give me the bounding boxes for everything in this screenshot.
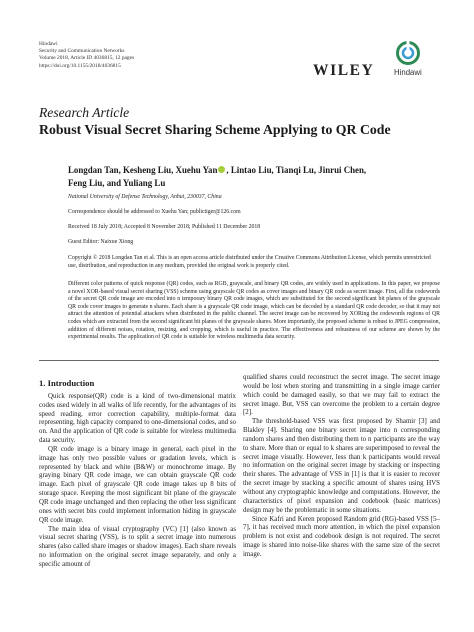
left-paragraph: The main idea of visual cryptography (VC) [1] (also known as visual secret sharing (VSS), is to split a secret image into numerous shares (also called share images or shadow images). Each share reveals no information on the original secret image separately, and only a specific amount of (39, 525, 236, 568)
divider (39, 360, 439, 361)
hindawi-name: Hindawi (394, 68, 422, 77)
hindawi-logo-icon (396, 41, 420, 65)
section-heading: 1. Introduction (39, 378, 95, 388)
authors-part3: Feng Liu, and Yuliang Lu (68, 177, 166, 188)
correspondence: Correspondence should be addressed to Xuehu Yan; publictiger@126.com (68, 209, 241, 215)
right-paragraph: The threshold-based VSS was first proposed by Shamir [3] and Blakley [4]. Sharing one binary secret image into n corresponding random shares and then distributing them to n participants are the way to share. More than or equal to k shares are superimposed to reveal the secret image visually. However, less than k participants would reveal no information on the original secret image by stacking or inspecting their shares. The advantage of VSS in [1] is that it is easier to recover the secret image by stacking a specific amount of shares using HVS without any cryptographic knowledge and computations. However, the characteristics of pixel expansion and codebook (basic matrices) design may be the problematic in some situations. (243, 418, 440, 514)
authors-part1: Longdan Tan, Kesheng Liu, Xuehu Yan (68, 165, 218, 175)
copyright: Copyright © 2018 Longdan Tan et al. This is an open access article distributed under the Creative Commons Attribution License, which permits unrestricted use, distribution, and reproduction in any medium, provided the original work is properly cited. (68, 255, 431, 269)
authors (68, 164, 448, 189)
affiliation: National University of Defense Technology, Anhui, 230037, China (68, 194, 222, 200)
guest-editor: Guest Editor: Naixue Xiong (68, 239, 134, 245)
dates: Received 18 July 2018; Accepted 8 November 2018; Published 11 December 2018 (68, 224, 261, 230)
abstract: Different color patterns of quick response (QR) codes, such as RGB, grayscale, and binary QR codes, are widely used in applications. In this paper, we propose a novel XOR-based visual secret sharing (VSS) scheme using grayscale QR codes as cover images and binary QR code as secret image. First, all the codewords of the secret QR code image are encoded into n temporary binary QR code images, which are substituted for the second significant bit planes of the grayscale QR code cover images to generate n shares. Each share is a grayscale QR code image, which can be decoded by a standard QR code decoder, so that it may not attract the attention of potential attackers when distributed in the public channel. The secret image can be recovered by XORing the codewords regions of QR codes which are extracted from the second significant bit planes of the grayscale shares. More importantly, the proposed scheme is robust to JPEG compression, addition of different noises, rotation, resizing, and cropping, which is useful in practice. The effectiveness and robustness of our scheme are shown by the experimental results. The application of QR code is suitable for wireless multimedia data security. (68, 281, 440, 341)
article-type: Research Article (39, 105, 130, 120)
orcid-icon[interactable] (218, 166, 225, 173)
journal-info (39, 41, 134, 70)
right-paragraph: Since Kafri and Keren proposed Random grid (RG)-based VSS [5–7], it has received much more attention, in which the pixel expansion problem is not exist and codebook design is not required. The secret image is shared into noise-like shares with the same size of the secret image. (243, 515, 440, 558)
journal-publisher: Hindawi (39, 41, 58, 47)
journal-volume: Volume 2018, Article ID 4036815, 12 pages (39, 55, 135, 62)
left-paragraph: Quick response(QR) code is a kind of two-dimensional matrix codes used widely in all walks of life recently, for the advantages of its speed reading, error correction capability, multiple-format data representing, high capacity compared to one-dimensional codes, and so on. And the application of QR code is suitable for wireless multimedia data security. (39, 392, 236, 445)
wiley-logo: WILEY (313, 62, 375, 79)
article-title: Robust Visual Secret Sharing Scheme Applying to QR Code (39, 122, 391, 137)
right-paragraph: qualified shares could reconstruct the secret image. The secret image would be lost when storing and transmitting in a single image carrier which could be damaged easily, so that we may fail to extract the secret image. But, VSS can overcome the problem to a certain degree [2]. (243, 374, 440, 417)
left-column (39, 379, 236, 570)
journal-name: Security and Communication Networks (39, 48, 125, 55)
authors-part2: , Lintao Liu, Tianqi Lu, Jinrui Chen, (226, 165, 367, 175)
left-paragraph: QR code image is a binary image in general, each pixel in the image has only two possible values or gradation levels, which is represented by black and white (B&W) or monochrome image. By graying binary QR code image, we can obtain grayscale QR code image. Each pixel of grayscale QR code image takes up 8 bits of storage space. Keeping the most significant bit plane of the grayscale QR code image unchanged and then replacing the other less significant ones with secret bits could implement information hiding in grayscale QR code image. (39, 445, 236, 524)
journal-doi[interactable]: https://doi.org/10.1155/2018/4036815 (39, 62, 121, 69)
right-column (243, 374, 440, 560)
